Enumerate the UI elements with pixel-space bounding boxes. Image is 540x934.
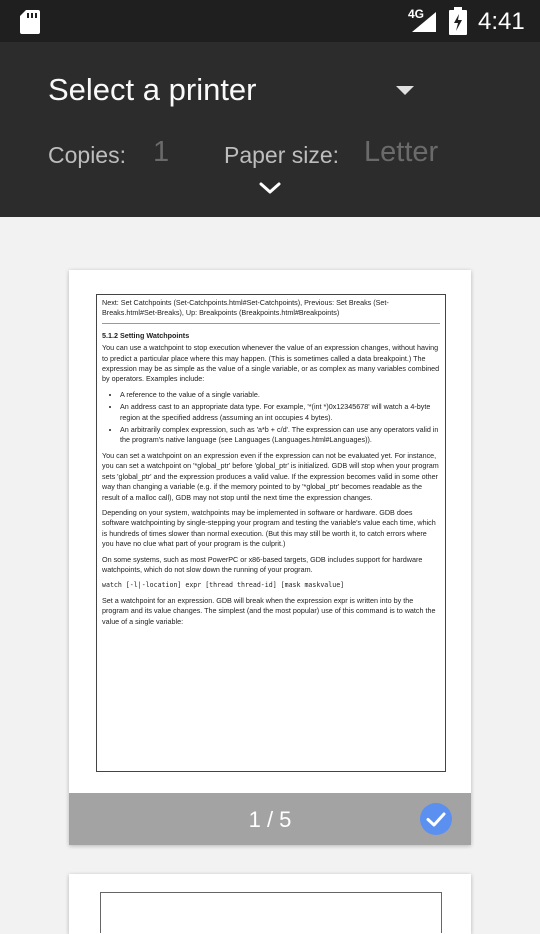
doc-paragraph: You can use a watchpoint to stop execution whenever the value of an expression changes, without having to predict a particular place where this may happen. (This is sometimes called a data breakpoint.) The expression may be as simple as the value of a single variable, or as complex as many variables combined by operators. Examples include: — [102, 343, 440, 384]
doc-command-syntax: watch [-l|-location] expr [thread thread-id] [mask maskvalue] — [102, 581, 345, 590]
expand-options-icon[interactable] — [258, 180, 282, 196]
status-bar — [0, 0, 540, 42]
document-preview — [96, 294, 446, 772]
doc-paragraph: On some systems, such as most PowerPC or x86-based targets, GDB includes support for hardware watchpoints, which do not slow down the running of your program. — [102, 554, 423, 574]
doc-nav-links: Next: Set Catchpoints (Set-Catchpoints.html#Set-Catchpoints), Previous: Set Breaks (Set-Breaks.html#Set-Breaks), Up: Breakpoints (Breakpoints.html#Breakpoints) — [102, 298, 440, 324]
clock: 4:41 — [478, 8, 525, 35]
doc-paragraph: Set a watchpoint for an expression. GDB will break when the expression expr is written into by the program and its value changes. The simplest (and the most popular) use of this command is to watch the value of a single variable: — [102, 595, 436, 626]
page-preview-1[interactable] — [69, 270, 471, 845]
doc-list-item: • An arbitrarily complex expression, such as 'a*b + c/d'. The expression can use any operators valid in the program's native language (see Languages (Languages.html#Languages)). — [120, 425, 440, 446]
doc-list-item: • A reference to the value of a single variable. — [120, 390, 440, 400]
printer-select-label: Select a printer — [48, 72, 257, 107]
page-preview-2[interactable] — [69, 874, 471, 934]
printer-select-dropdown[interactable] — [48, 68, 428, 112]
cell-signal-icon — [410, 10, 438, 34]
doc-paragraph: Depending on your system, watchpoints may be implemented in software or hardware. GDB does software watchpointing by single-stepping your program and testing the variable's value each time, which is hundreds of times slower than normal execution. (But this may still be worth it, to catch errors where you have no clue what part of your program is the culprit.) — [102, 507, 436, 549]
print-options-header — [0, 42, 540, 217]
page-selected-check-icon[interactable] — [419, 802, 453, 836]
doc-list — [102, 390, 440, 446]
page-preview-footer — [69, 793, 471, 845]
doc-list-item: • An address cast to an appropriate data type. For example, '*(int *)0x12345678' will watch a 4-byte region at the specified address (assuming an int occupies 4 bytes). — [120, 402, 440, 423]
page-number-indicator: 1 / 5 — [248, 807, 292, 832]
network-type-label: 4G — [408, 7, 425, 21]
sd-card-icon — [20, 10, 40, 34]
paper-size-value[interactable]: Letter — [364, 136, 439, 168]
document-preview-2 — [100, 892, 442, 933]
battery-charging-icon — [448, 7, 468, 35]
copies-value[interactable]: 1 — [153, 136, 170, 168]
paper-size-label: Paper size: — [224, 142, 340, 168]
dropdown-arrow-icon — [396, 84, 414, 96]
copies-label: Copies: — [48, 142, 126, 168]
doc-heading: 5.1.2 Setting Watchpoints — [102, 330, 190, 340]
doc-paragraph: You can set a watchpoint on an expression even if the expression can not be evaluated yet. For instance, you can set a watchpoint on '*global_ptr' before 'global_ptr' is initialized. GDB will stop when your program sets 'global_ptr' and the expression produces a valid value. If the expression becomes valid in some other way than changing a variable (e.g. if the memory pointed to by '*global_ptr' becomes readable as the result of a malloc call), GDB may not stop until the next time the expression changes. — [102, 450, 439, 502]
